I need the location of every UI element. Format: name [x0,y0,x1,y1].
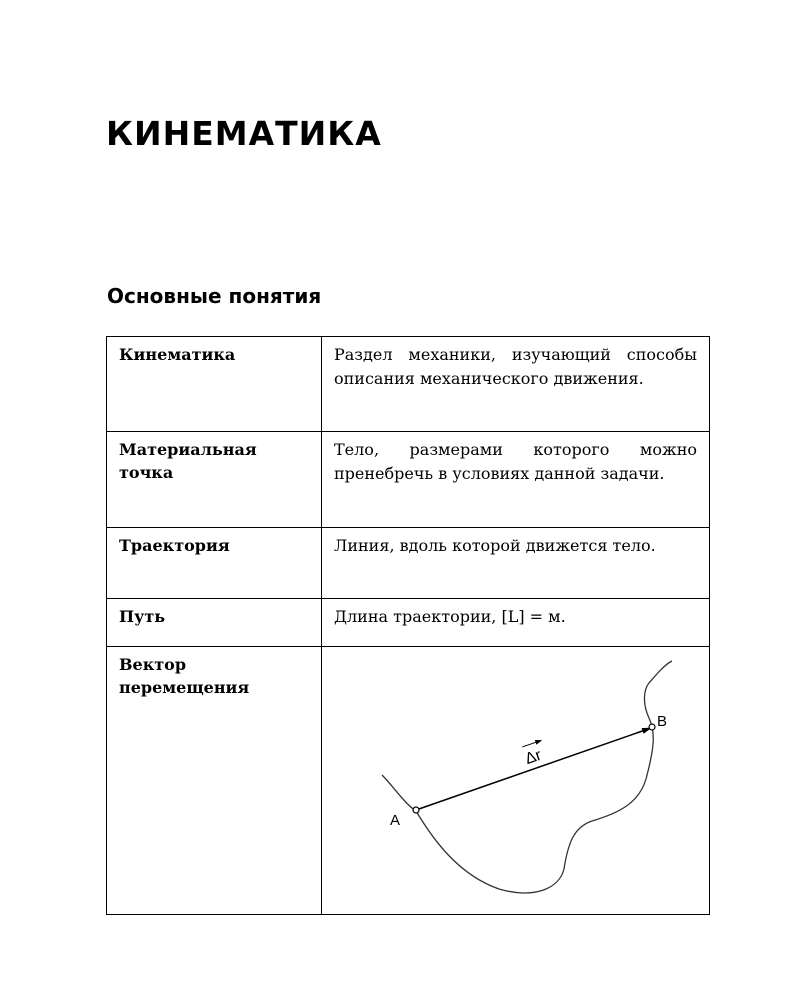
definitions-table [106,336,710,915]
displacement-vector [416,728,651,810]
term-cell: Путь [107,599,322,647]
chapter-title: КИНЕМАТИКА [106,114,382,153]
term-cell: Вектор перемещения [107,647,322,915]
definition-cell: Раздел механики, изучающий способы описания механического движения. [322,337,710,432]
table-row [107,432,710,528]
point-b-label: B [657,713,668,730]
definition-cell: Длина траектории, [L] = м. [322,599,710,647]
definition-cell: Тело, размерами которого можно пренебречь в условиях данной задачи. [322,432,710,528]
vector-label: Δr [522,746,544,769]
diagram-cell [322,647,710,915]
section-title: Основные понятия [107,284,322,308]
table-row [107,528,710,599]
trajectory-curve [382,661,672,893]
term-cell: Кинематика [107,337,322,432]
point-a [413,807,419,813]
definition-cell: Линия, вдоль которой движется тело. [322,528,710,599]
table-row [107,599,710,647]
point-b [649,724,655,730]
term-cell: Траектория [107,528,322,599]
table-row [107,647,710,915]
table-row [107,337,710,432]
vector-label-arrow-icon [522,740,541,747]
term-cell: Материальная точка [107,432,322,528]
point-a-label: A [390,812,401,829]
displacement-diagram [334,653,747,914]
